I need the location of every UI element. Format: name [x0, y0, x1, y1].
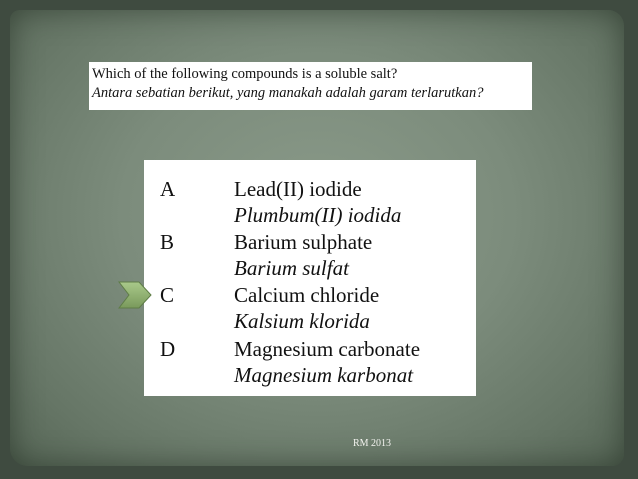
- option-letter: A: [160, 177, 176, 201]
- question-english: Which of the following compounds is a soluble salt?: [92, 66, 398, 82]
- option-english: Magnesium carbonate: [234, 337, 421, 361]
- option-letter: D: [160, 337, 176, 361]
- options-box: [144, 160, 476, 396]
- option-malay: Plumbum(II) iodida: [234, 203, 402, 227]
- option-letter: B: [160, 230, 175, 254]
- option-english: Barium sulphate: [234, 230, 373, 254]
- question-malay: Antara sebatian berikut, yang manakah adalah garam terlarutkan?: [92, 85, 484, 101]
- option-english: Calcium chloride: [234, 283, 380, 307]
- option-letter: C: [160, 283, 175, 307]
- question-box: [89, 62, 532, 110]
- chevron-right-arrow-icon: [118, 281, 152, 309]
- option-malay: Barium sulfat: [234, 256, 349, 280]
- option-malay: Magnesium karbonat: [234, 363, 414, 387]
- option-english: Lead(II) iodide: [234, 177, 362, 201]
- option-malay: Kalsium klorida: [234, 309, 370, 333]
- footer-credit: RM 2013: [353, 438, 392, 449]
